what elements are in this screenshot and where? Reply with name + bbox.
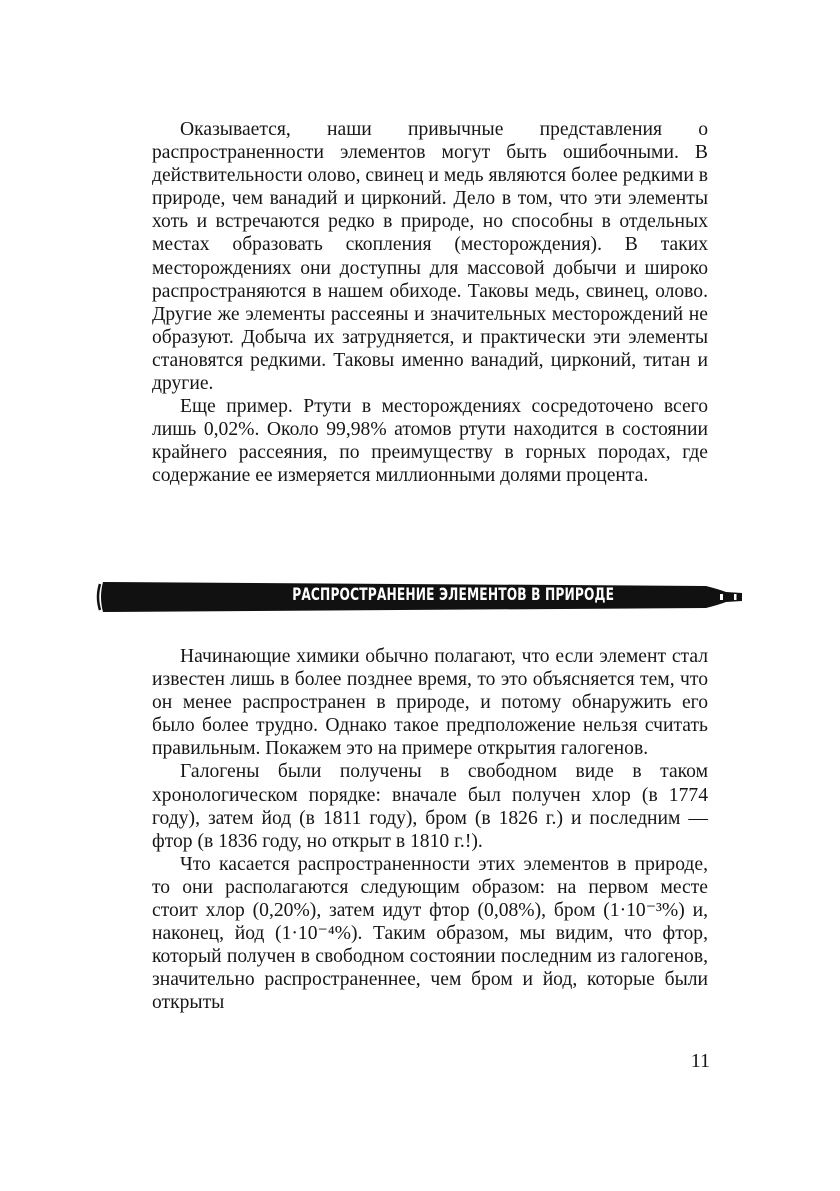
paragraph: Что касается распространенности этих элементов в природе, то они располагаются следующим образом: на первом месте стоит хлор (0,20%), затем идут фтор (0,08%), бром (1·10⁻³%) и, наконец, йод (1·10⁻⁴%). Таким образом, мы видим, что фтор, который получен в свободном состоянии последним из галогенов, значительно распространеннее, чем бром и йод, которые были открыты (152, 853, 708, 1014)
text-section-bottom (152, 645, 708, 1015)
paragraph: Начинающие химики обычно полагают, что если элемент стал известен лишь в более позднее время, то это объясняется тем, что он менее распространен в природе, и потому обнаружить его было более трудно. Однако такое предположение нельзя считать правильным. Покажем это на примере открытия галогенов. (152, 646, 708, 760)
text-section-top (152, 118, 708, 488)
section-heading-text: РАСПРОСТРАНЕНИЕ ЭЛЕМЕНТОВ В ПРИРОДЕ (292, 585, 615, 605)
paragraph: Еще пример. Ртути в месторождениях сосредоточено всего лишь 0,02%. Около 99,98% атомов ртути находится в состоянии крайнего рассеяния, по преимуществу в горных породах, где содержание ее измеряется миллионными долями процента. (152, 396, 708, 487)
page-number: 11 (690, 1050, 710, 1072)
paragraph: Оказывается, наши привычные представления о распространенности элементов могут быть ошибочными. В действительности олово, свинец и медь являются более редкими в природе, чем ванадий и цирконий. Дело в том, что эти элементы хоть и встречаются редко в природе, но способны в отдельных местах образовать скопления (месторождения). В таких месторождениях они доступны для массовой добычи и широко распространяются в нашем обиходе. Таковы медь, свинец, олово. Другие же элементы рассеяны и значительных месторождений не образуют. Добыча их затрудняется, и практически эти элементы становятся редкими. Таковы именно ванадий, цирконий, титан и другие. (152, 119, 708, 395)
paragraph: Галогены были получены в свободном виде в таком хронологическом порядке: вначале был получен хлор (в 1774 году), затем йод (в 1811 году), бром (в 1826 г.) и последним — фтор (в 1836 году, но открыт в 1810 г.!). (152, 761, 708, 852)
section-heading-banner (96, 577, 746, 617)
